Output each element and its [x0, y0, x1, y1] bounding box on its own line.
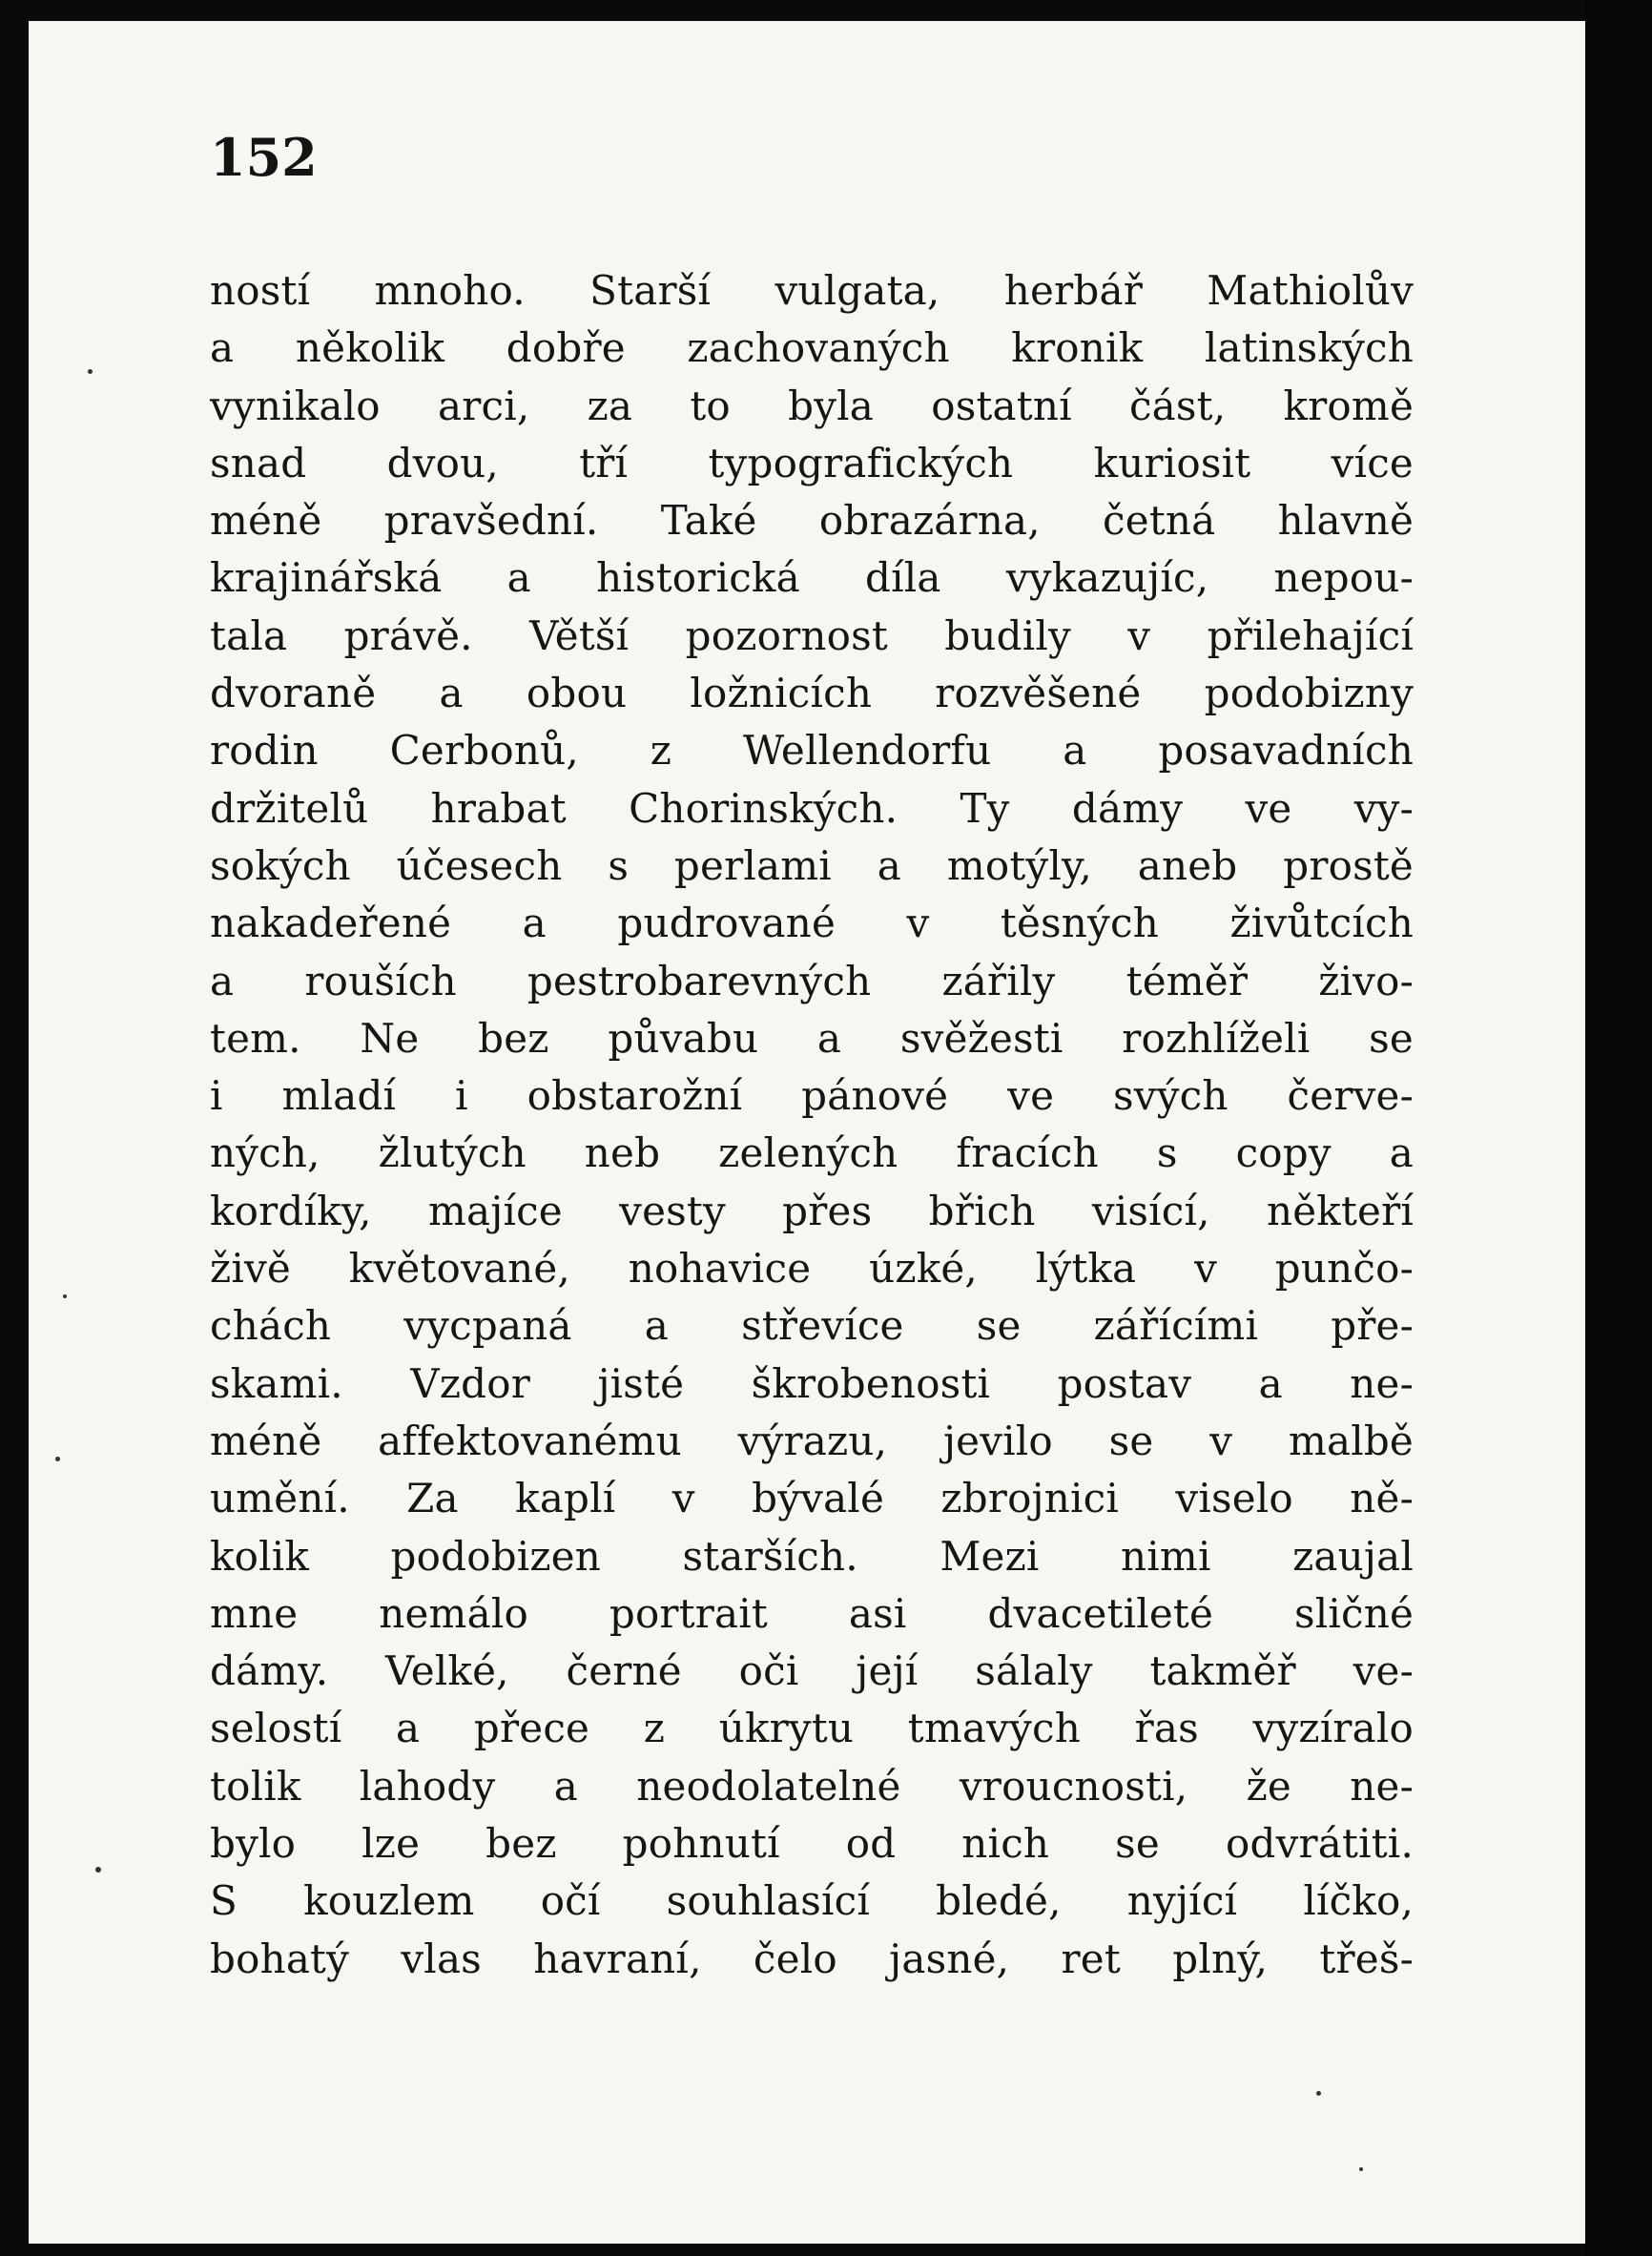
text-line: bohatý vlas havraní, čelo jasné, ret plný, třeš- [210, 1935, 1414, 1982]
text-line: vynikalo arci, za to byla ostatní část, kromě [210, 382, 1414, 429]
text-line: bylo lze bez pohnutí od nich se odvrátiti. [210, 1820, 1414, 1868]
text-line: sokých účesech s perlami a motýly, aneb prostě [210, 841, 1414, 889]
text-line: dámy. Velké, černé oči její sálaly takměř ve- [210, 1647, 1414, 1695]
scan-edge [1585, 0, 1652, 2256]
scan-speck [55, 1457, 60, 1461]
text-line: nakadeřené a pudrované v těsných živůtcích [210, 900, 1414, 947]
text-line: umění. Za kaplí v bývalé zbrojnici viselo ně- [210, 1475, 1414, 1522]
text-line: držitelů hrabat Chorinských. Ty dámy ve vy- [210, 784, 1414, 832]
text-line: rodin Cerbonů, z Wellendorfu a posavadních [210, 727, 1414, 775]
text-line: S kouzlem očí souhlasící bledé, nyjící líčko, [210, 1877, 1414, 1925]
page-number: 152 [210, 127, 318, 188]
text-line: méně affektovanému výrazu, jevilo se v malbě [210, 1417, 1414, 1464]
body-text [210, 262, 1414, 1988]
scan-speck [95, 1867, 101, 1873]
scan-speck [63, 1294, 67, 1298]
text-line: kolik podobizen starších. Mezi nimi zaujal [210, 1532, 1414, 1580]
text-line: živě květované, nohavice úzké, lýtka v punčo- [210, 1245, 1414, 1293]
text-line: a rouších pestrobarevných zářily téměř živo- [210, 957, 1414, 1004]
scan-speck [1316, 2091, 1321, 2096]
text-line: ností mnoho. Starší vulgata, herbář Mathiolův [210, 267, 1414, 314]
scan-speck [88, 369, 93, 374]
text-line: selostí a přece z úkrytu tmavých řas vyzíralo [210, 1705, 1414, 1752]
text-line: tala právě. Větší pozornost budily v přilehající [210, 611, 1414, 659]
text-line: krajinářská a historická díla vykazujíc, nepou- [210, 554, 1414, 602]
scan-speck [1359, 2167, 1363, 2171]
text-line: dvoraně a obou ložnicích rozvěšené podobizny [210, 670, 1414, 717]
text-line: i mladí i obstarožní pánové ve svých červe- [210, 1072, 1414, 1120]
text-line: mne nemálo portrait asi dvacetileté sličné [210, 1589, 1414, 1637]
text-line: méně pravšední. Také obrazárna, četná hlavně [210, 497, 1414, 545]
text-line: tem. Ne bez půvabu a svěžesti rozhlíželi se [210, 1014, 1414, 1062]
text-line: tolik lahody a neodolatelné vroucnosti, že ne- [210, 1762, 1414, 1810]
text-line: ných, žlutých neb zelených fracích s copy a [210, 1129, 1414, 1177]
text-line: kordíky, majíce vesty přes břich visící, někteří [210, 1187, 1414, 1234]
text-line: skami. Vzdor jisté škrobenosti postav a ne- [210, 1359, 1414, 1407]
text-line: a několik dobře zachovaných kronik latinských [210, 324, 1414, 372]
text-line: chách vycpaná a střevíce se zářícími pře- [210, 1302, 1414, 1350]
text-line: snad dvou, tří typografických kuriosit více [210, 439, 1414, 486]
paper-sheet [29, 21, 1585, 2244]
